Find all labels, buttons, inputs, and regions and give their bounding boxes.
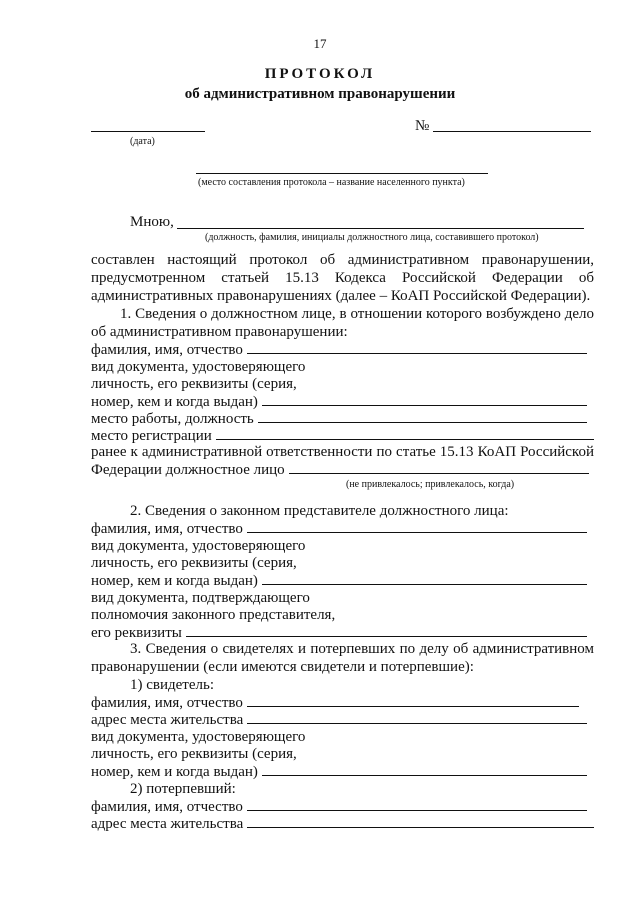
section1-full-name-label: фамилия, имя, отчество — [91, 342, 243, 358]
section1-id-doc-field[interactable] — [91, 393, 587, 411]
victim-full-name-label: фамилия, имя, отчество — [91, 799, 243, 815]
section1-registration-label: место регистрации — [91, 428, 212, 444]
place-caption: (место составления протокола – название населенного пункта) — [198, 177, 465, 188]
section2-authority-field[interactable] — [91, 624, 587, 642]
section2-heading: 2. Сведения о законном представителе должностного лица: — [130, 503, 509, 519]
witness-id-line-2: личность, его реквизиты (серия, — [91, 746, 297, 762]
victim-full-name-field[interactable] — [91, 798, 587, 816]
official-caption: (должность, фамилия, инициалы должностного лица, составившего протокол) — [205, 232, 539, 243]
section1-heading-line-2: об административном правонарушении: — [91, 324, 348, 340]
victim-address-label: адрес места жительства — [91, 816, 244, 832]
victim-address-field[interactable] — [91, 815, 594, 833]
protocol-number-field-line[interactable] — [433, 131, 591, 132]
section2-full-name-field[interactable] — [91, 520, 587, 538]
section1-id-doc-label: номер, кем и когда выдан) — [91, 394, 258, 410]
official-field-line[interactable] — [177, 228, 584, 229]
document-title: ПРОТОКОЛ — [264, 66, 376, 82]
witness-id-field[interactable] — [91, 763, 587, 781]
section3-heading-line-2: правонарушении (если имеются свидетели и потерпевшие): — [91, 659, 474, 675]
witness-address-field[interactable] — [91, 711, 587, 729]
section1-workplace-field[interactable] — [91, 410, 587, 428]
section1-prior-caption: (не привлекалось; привлекалось, когда) — [346, 479, 515, 490]
document-subtitle: об административном правонарушении — [184, 86, 456, 102]
witness-full-name-field[interactable] — [91, 694, 579, 712]
date-field-line[interactable] — [91, 131, 205, 132]
section3-heading-line-1: 3. Сведения о свидетелях и потерпевших по делу об административном — [130, 641, 594, 657]
section1-full-name-field[interactable] — [91, 341, 587, 359]
section1-workplace-label: место работы, должность — [91, 411, 254, 427]
section2-id-doc-field[interactable] — [91, 572, 587, 590]
by-me-label: Мною, — [130, 214, 174, 230]
intro-line-2: предусмотренном статьей 15.13 Кодекса Российской Федерации об — [91, 270, 594, 286]
intro-line-3: административных правонарушениях (далее – КоАП Российской Федерации). — [91, 288, 591, 304]
section1-id-doc-line-1: вид документа, удостоверяющего — [91, 359, 306, 375]
section2-authority-label: его реквизиты — [91, 625, 182, 641]
section1-registration-field[interactable] — [91, 427, 594, 445]
intro-line-1: составлен настоящий протокол об административном правонарушении, — [91, 252, 594, 268]
section2-id-doc-line-1: вид документа, удостоверяющего — [91, 538, 306, 554]
witness-full-name-label: фамилия, имя, отчество — [91, 695, 243, 711]
section2-id-doc-label: номер, кем и когда выдан) — [91, 573, 258, 589]
witness-address-label: адрес места жительства — [91, 712, 244, 728]
page-number: 17 — [313, 36, 327, 51]
section1-prior-field[interactable] — [91, 461, 589, 479]
section1-prior-line-1: ранее к административной ответственности по статье 15.13 КоАП Российской — [91, 444, 594, 460]
section2-authority-line-2: полномочия законного представителя, — [91, 607, 336, 623]
section2-authority-line-1: вид документа, подтверждающего — [91, 590, 310, 606]
section1-id-doc-line-2: личность, его реквизиты (серия, — [91, 376, 297, 392]
victim-label: 2) потерпевший: — [130, 781, 236, 797]
section1-prior-label: Федерации должностное лицо — [91, 462, 285, 478]
section2-full-name-label: фамилия, имя, отчество — [91, 521, 243, 537]
number-sign: № — [415, 118, 430, 134]
section2-id-doc-line-2: личность, его реквизиты (серия, — [91, 555, 297, 571]
section1-heading-line-1: 1. Сведения о должностном лице, в отношении которого возбуждено дело — [120, 306, 594, 322]
witness-label: 1) свидетель: — [130, 677, 215, 693]
witness-id-line-1: вид документа, удостоверяющего — [91, 729, 306, 745]
witness-id-label: номер, кем и когда выдан) — [91, 764, 258, 780]
place-field-line[interactable] — [196, 173, 488, 174]
date-caption: (дата) — [130, 136, 155, 147]
